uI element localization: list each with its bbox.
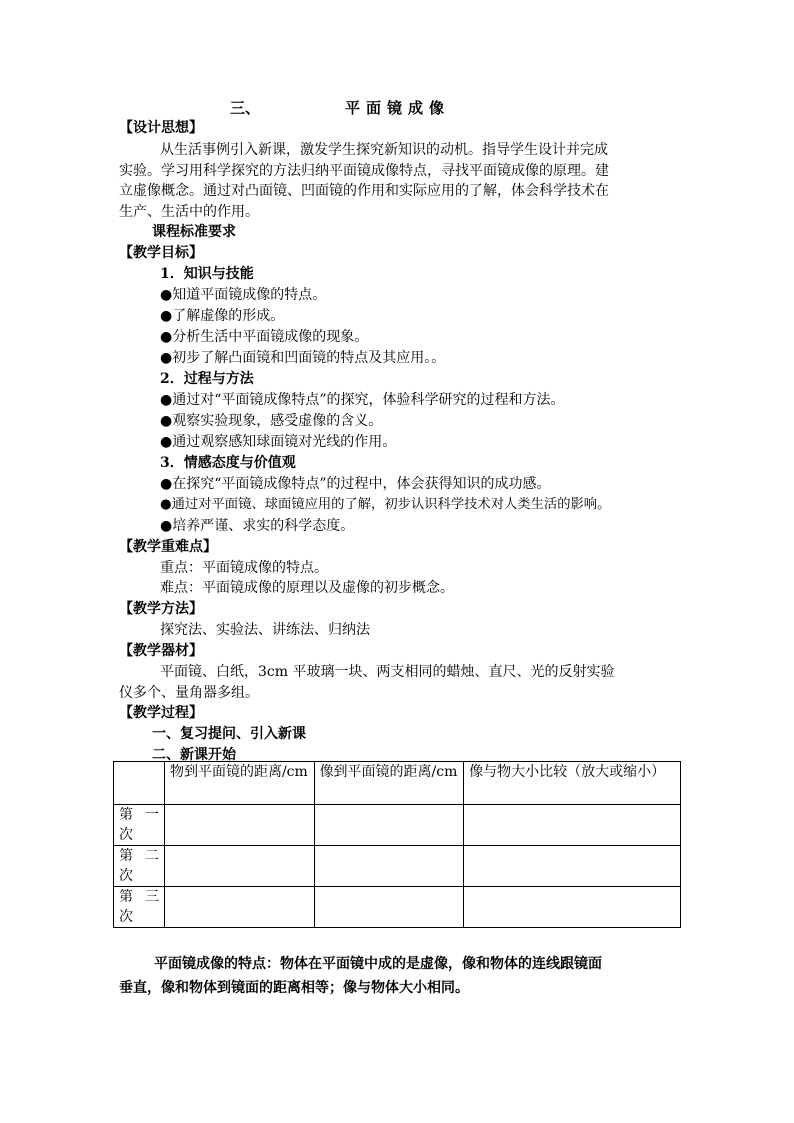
- table-cell[interactable]: [164, 887, 314, 928]
- table-row: [114, 887, 681, 928]
- table-row: [114, 846, 681, 887]
- design-line-1: 从生活事例引入新课，激发学生探究新知识的动机。指导学生设计并完成: [160, 142, 608, 158]
- goal-item: ●培养严谨、求实的科学态度。: [160, 518, 355, 534]
- design-line-2: 实验。学习用科学探究的方法归纳平面镜成像特点，寻找平面镜成像的原理。建: [119, 163, 609, 179]
- equipment-heading: 【教学器材】: [119, 643, 203, 659]
- table-header-row: [114, 762, 681, 805]
- table-cell[interactable]: [464, 805, 681, 846]
- goal-item: ●观察实验现象，感受虚像的含义。: [160, 413, 383, 429]
- conclusion: [119, 952, 679, 1000]
- goal-item: ●通过观察感知球面镜对光线的作用。: [160, 434, 397, 450]
- goal-section-title: 1．知识与技能: [160, 266, 254, 282]
- table-header-cell: 物到平面镜的距离/cm: [164, 762, 314, 805]
- table-cell[interactable]: [464, 887, 681, 928]
- equipment-line-2: 仪多个、量角器多组。: [119, 685, 259, 701]
- table-cell[interactable]: [464, 846, 681, 887]
- curriculum-heading: 课程标准要求: [152, 224, 236, 240]
- methods-heading: 【教学方法】: [119, 601, 203, 617]
- goal-item: ●初步了解凸面镜和凹面镜的特点及其应用。。: [160, 350, 446, 366]
- table-row: [114, 805, 681, 846]
- table-cell[interactable]: [164, 805, 314, 846]
- goal-item: ●分析生活中平面镜成像的现象。: [160, 329, 369, 345]
- goal-item: ●知道平面镜成像的特点。: [160, 287, 327, 303]
- table-row-label: 第三次: [114, 887, 165, 928]
- table-header-cell: 像到平面镜的距离/cm: [314, 762, 464, 805]
- table-header-cell: [114, 762, 165, 805]
- table-header-cell: 像与物大小比较（放大或缩小）: [464, 762, 681, 805]
- table-row-label: 第二次: [114, 846, 165, 887]
- design-heading: 【设计思想】: [119, 120, 203, 136]
- methods-text: 探究法、实验法、讲练法、归纳法: [160, 622, 370, 638]
- goal-item: ●了解虚像的形成。: [160, 308, 285, 324]
- lesson-title: 平面镜成像: [345, 99, 451, 117]
- equipment-line-1: 平面镜、白纸，3cm 平玻璃一块、两支相同的蜡烛、直尺、光的反射实验: [160, 664, 615, 680]
- goals-heading: 【教学目标】: [119, 245, 203, 261]
- design-line-3: 立虚像概念。通过对凸面镜、凹面镜的作用和实际应用的了解，体会科学技术在: [119, 183, 609, 199]
- goal-item: ●在探究“平面镜成像特点”的过程中，体会获得知识的成功感。: [160, 476, 551, 492]
- table-cell[interactable]: [314, 846, 464, 887]
- lesson-number: 三、: [230, 99, 261, 117]
- goal-item: ●通过对平面镜、球面镜应用的了解，初步认识科学技术对人类生活的影响。: [160, 497, 611, 512]
- goal-section-title: 2．过程与方法: [160, 371, 254, 387]
- keypoints-heading: 【教学重难点】: [119, 539, 217, 555]
- table-row-label: 第一次: [114, 805, 165, 846]
- keypoint-focus: 重点：平面镜成像的特点。: [160, 560, 328, 576]
- process-step-1: 一、复习提问、引入新课: [152, 726, 306, 742]
- process-step-2: 二、新课开始: [152, 747, 236, 763]
- process-heading: 【教学过程】: [119, 705, 203, 721]
- conclusion-line-1: 平面镜成像的特点：物体在平面镜中成的是虚像，像和物体的连线跟镜面: [154, 956, 602, 972]
- keypoint-difficulty: 难点：平面镜成像的原理以及虚像的初步概念。: [160, 580, 454, 596]
- table-cell[interactable]: [314, 805, 464, 846]
- conclusion-line-2: 垂直，像和物体到镜面的距离相等；像与物体大小相同。: [119, 980, 469, 996]
- experiment-table: [113, 761, 681, 928]
- table-cell[interactable]: [314, 887, 464, 928]
- table-cell[interactable]: [164, 846, 314, 887]
- goal-section-title: 3．情感态度与价值观: [160, 455, 296, 471]
- design-line-4: 生产、生活中的作用。: [119, 204, 259, 220]
- goal-item: ●通过对“平面镜成像特点”的探究，体验科学研究的过程和方法。: [160, 392, 565, 408]
